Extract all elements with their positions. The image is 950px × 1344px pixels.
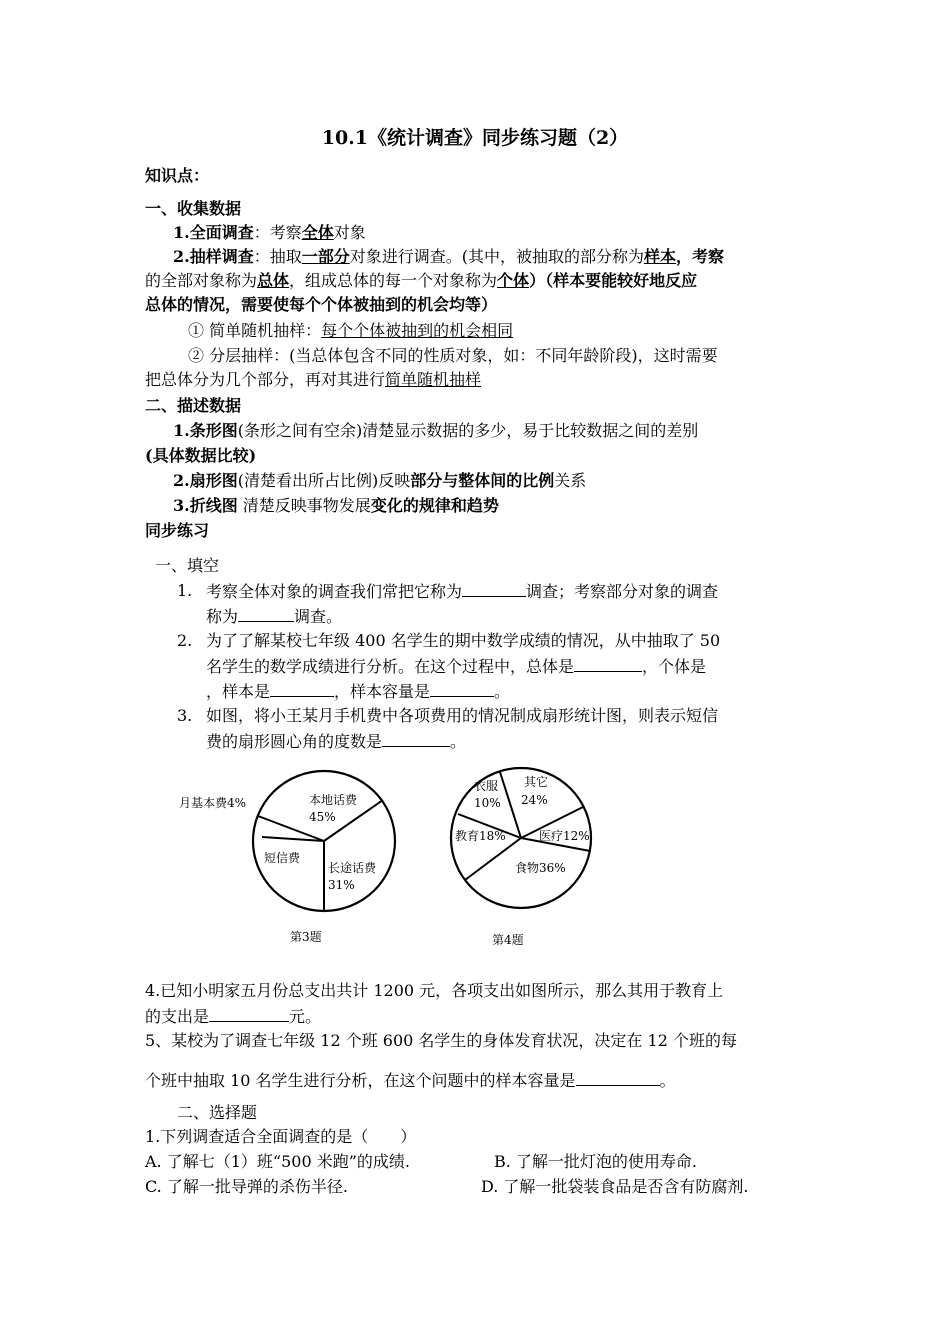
item-number: 1. — [173, 223, 190, 242]
key-term: 个体 — [497, 271, 530, 290]
choice-option-b: B. 了解一批灯泡的使用寿命. — [494, 1152, 698, 1171]
pie3-label: 本地话费 — [309, 793, 358, 807]
question-1-line1 — [177, 581, 719, 601]
text: 对象 — [333, 223, 366, 242]
key-term: 全体 — [301, 223, 334, 242]
pie3-label: 45% — [309, 810, 336, 824]
collect-item-2-line2 — [145, 271, 697, 291]
question-number: 3. — [177, 706, 193, 725]
pie3-label: 短信费 — [264, 851, 301, 865]
text: 。 — [494, 682, 511, 701]
text: 清楚反映事物发展 — [237, 496, 371, 515]
text: 。 — [659, 1071, 676, 1090]
label: ① 简单随机抽样： — [188, 321, 322, 340]
fill-blank-heading: 一、填空 — [155, 556, 220, 575]
question-text: 为了了解某校七年级 400 名学生的期中数学成绩的情况，从中抽取了 50 — [206, 631, 721, 650]
key-term: 变化的规律和趋势 — [370, 496, 499, 515]
question-5-line1: 5、某校为了调查七年级 12 个班 600 名学生的身体发育状况，决定在 12 个班的每 — [145, 1031, 737, 1050]
pie3-label: 长途话费 — [328, 861, 377, 875]
bar-chart-item — [173, 421, 698, 441]
term-sample-survey: 抽样调查 — [189, 247, 254, 266]
text: 的全部对象称为 — [145, 271, 258, 290]
text: ）（样本要能较好地反应 — [529, 271, 698, 290]
text: 称为 — [206, 607, 239, 626]
text: 对象进行调查。(其中，被抽取的部分称为 — [349, 247, 644, 266]
question-number: 1. — [177, 581, 193, 600]
key-term: 总体 — [257, 271, 290, 290]
question-number: 2. — [177, 631, 193, 650]
text: 考察全体对象的调查我们常把它称为 — [206, 582, 463, 601]
text: ：考察 — [253, 223, 302, 242]
choice-heading: 二、选择题 — [177, 1103, 258, 1122]
question-1-line2 — [206, 606, 342, 627]
pie3-caption: 第3题 — [290, 930, 322, 944]
text: 。 — [450, 732, 467, 751]
text: 元。 — [289, 1007, 322, 1026]
answer-blank — [462, 581, 526, 597]
text: (清楚看出所占比例)反映 — [237, 471, 411, 490]
item-number: 2. — [173, 247, 190, 266]
choice-1-stem: 1.下列调查适合全面调查的是（ ） — [145, 1127, 417, 1146]
answer-blank — [209, 1006, 289, 1022]
stratified-sampling-line2 — [145, 370, 481, 390]
key-term: 一部分 — [301, 247, 350, 266]
answer-blank — [574, 656, 642, 672]
text: 名学生的数学成绩进行分析。在这个过程中，总体是 — [206, 657, 575, 676]
practice-heading: 同步练习 — [145, 521, 210, 540]
bar-chart-item-line2: (具体数据比较) — [145, 446, 257, 465]
question-2-line1 — [177, 631, 721, 651]
collect-item-2-line1 — [173, 247, 724, 267]
text: 调查。 — [294, 607, 343, 626]
term-line-chart: 折线图 — [189, 496, 238, 515]
item-number: 1. — [173, 421, 190, 440]
pie4-label: 衣服 — [474, 779, 499, 793]
pie-chart-question-3 — [179, 771, 395, 944]
text: 的支出是 — [145, 1007, 210, 1026]
pie3-label: 31% — [328, 878, 355, 892]
label: ② 分层抽样： — [188, 346, 290, 365]
answer-blank — [576, 1070, 660, 1086]
text: 把总体分为几个部分，再对其进行 — [145, 370, 386, 389]
text: 调查；考察部分对象的调查 — [526, 582, 719, 601]
section-collect-heading: 一、收集数据 — [145, 199, 242, 218]
question-2-line2 — [206, 656, 706, 677]
definition: 每个个体被抽到的机会相同 — [321, 321, 514, 340]
answer-blank — [430, 681, 494, 697]
stratified-sampling-line1 — [188, 346, 718, 366]
answer-blank — [382, 731, 450, 747]
text: ：抽取 — [253, 247, 302, 266]
key-term: 样本 — [644, 247, 677, 266]
choice-option-d: D. 了解一批袋装食品是否含有防腐剂. — [481, 1177, 749, 1196]
text: (当总体包含不同的性质对象，如：不同年龄阶段)，这时需要 — [289, 346, 718, 365]
item-number: 3. — [173, 496, 190, 515]
pie4-caption: 第4题 — [492, 933, 524, 947]
pie4-label: 其它 — [524, 775, 549, 789]
text: ，样本容量是 — [334, 682, 431, 701]
text: ，个体是 — [642, 657, 707, 676]
pie4-label: 医疗12% — [539, 829, 590, 843]
question-3-line2 — [206, 731, 466, 752]
key-term: 部分与整体间的比例 — [410, 471, 555, 490]
question-4-line1: 4.已知小明家五月份总支出共计 1200 元，各项支出如图所示，那么其用于教育上 — [145, 981, 724, 1000]
text: 费的扇形圆心角的度数是 — [206, 732, 383, 751]
pie3-label: 月基本费4% — [179, 796, 247, 810]
term-bar-chart: 条形图 — [189, 421, 238, 440]
text: (条形之间有空余)清楚显示数据的多少，易于比较数据之间的差别 — [237, 421, 699, 440]
item-number: 2. — [173, 471, 190, 490]
pie4-label: 教育18% — [455, 829, 506, 843]
simple-random-sampling — [188, 321, 513, 341]
line-chart-item — [173, 496, 499, 516]
knowledge-heading: 知识点： — [145, 166, 210, 185]
pie4-label: 10% — [474, 796, 501, 810]
pie-charts — [0, 755, 950, 955]
question-2-line3 — [206, 681, 510, 702]
collect-item-1 — [173, 223, 366, 243]
collect-item-2-line3: 总体的情况，需要使每个个体被抽到的机会均等） — [145, 295, 498, 314]
text: ，考察 — [676, 247, 725, 266]
key-term: 简单随机抽样 — [385, 370, 482, 389]
question-4-line2 — [145, 1006, 321, 1027]
term-full-survey: 全面调查 — [189, 223, 254, 242]
question-5-line2 — [145, 1070, 676, 1091]
question-text — [206, 581, 718, 602]
choice-option-a: A. 了解七（1）班“500 米跑”的成绩. — [145, 1152, 410, 1171]
text: 关系 — [554, 471, 587, 490]
answer-blank — [238, 606, 294, 622]
pie-chart-item — [173, 471, 586, 491]
pie4-label: 24% — [521, 793, 548, 807]
question-text: 如图，将小王某月手机费中各项费用的情况制成扇形统计图，则表示短信 — [206, 706, 719, 725]
term-pie-chart: 扇形图 — [189, 471, 238, 490]
text: 个班中抽取 10 名学生进行分析，在这个问题中的样本容量是 — [145, 1071, 576, 1090]
pie-chart-question-4 — [451, 768, 591, 947]
pie4-label: 食物36% — [515, 861, 566, 875]
choice-option-c: C. 了解一批导弹的杀伤半径. — [145, 1177, 348, 1196]
page-title: 10.1《统计调查》同步练习题（2） — [321, 127, 629, 149]
text: ，组成总体的每一个对象称为 — [289, 271, 498, 290]
text: ，样本是 — [206, 682, 271, 701]
section-describe-heading: 二、描述数据 — [145, 396, 242, 415]
question-3-line1 — [177, 706, 719, 726]
answer-blank — [270, 681, 334, 697]
